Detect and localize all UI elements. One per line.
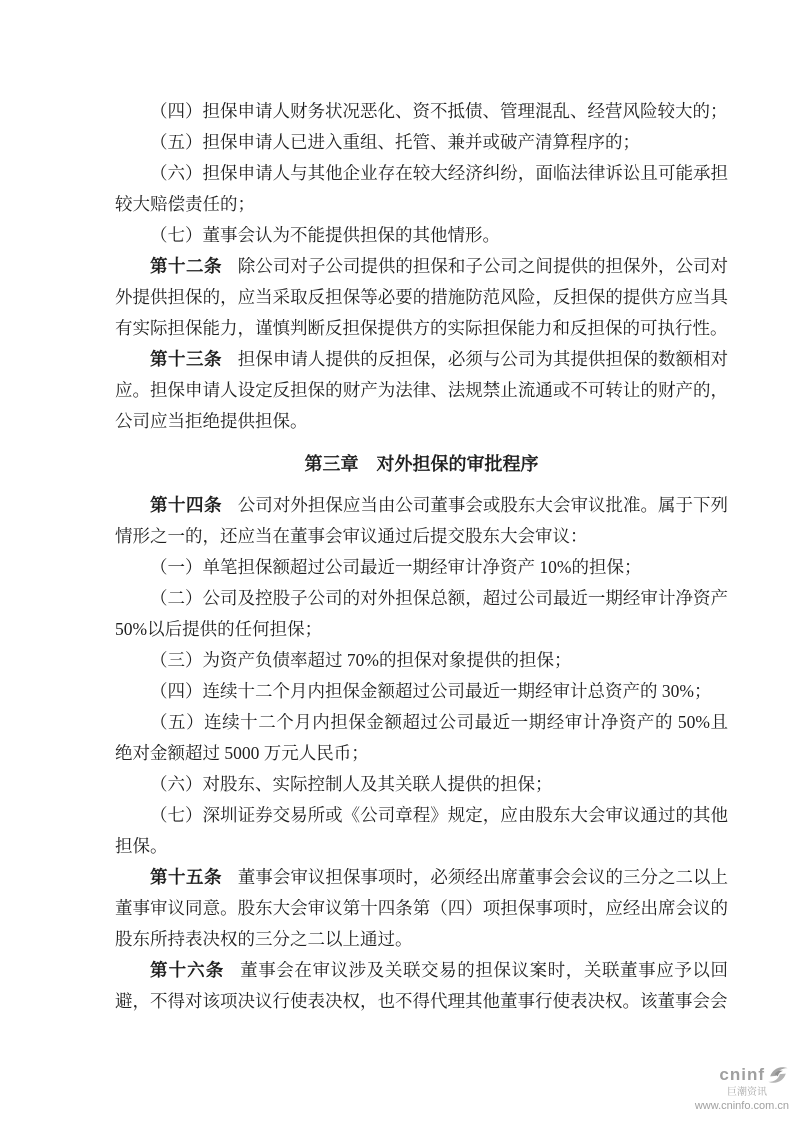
article-number: 第十五条	[150, 867, 223, 887]
document-body	[115, 96, 728, 1017]
chapter-heading: 第三章 对外担保的审批程序	[304, 454, 539, 474]
list-item: （一）单笔担保额超过公司最近一期经审计净资产 10%的担保；	[150, 557, 642, 577]
list-item: （六）对股东、实际控制人及其关联人提供的担保；	[150, 774, 553, 794]
list-item: （七）深圳证券交易所或《公司章程》规定，应由股东大会审议通过的其他担保。	[115, 805, 728, 856]
article-text: 公司对外担保应当由公司董事会或股东大会审议批准。属于下列情形之一的，还应当在董事会审议通过后提交股东大会审议：	[115, 495, 729, 546]
article-number: 第十二条	[150, 256, 223, 276]
list-item: （二）公司及控股子公司的对外担保总额，超过公司最近一期经审计净资产 50%以后提供的任何担保；	[115, 588, 728, 639]
cninfo-swirl-icon	[767, 1064, 789, 1086]
article-paragraph	[115, 955, 728, 1017]
list-item: （五）连续十二个月内担保金额超过公司最近一期经审计净资产的 50%且绝对金额超过 5000 万元人民币；	[115, 712, 728, 763]
article-number: 第十四条	[150, 495, 223, 515]
article-number: 第十六条	[150, 960, 225, 980]
article-paragraph	[115, 862, 728, 955]
cninfo-logo	[659, 1064, 789, 1086]
list-item: （四）担保申请人财务状况恶化、资不抵债、管理混乱、经营风险较大的；	[150, 101, 728, 121]
list-item: （五）担保申请人已进入重组、托管、兼并或破产清算程序的；	[150, 132, 640, 152]
article-paragraph	[115, 251, 728, 344]
article-text: 担保申请人提供的反担保，必须与公司为其提供担保的数额相对应。担保申请人设定反担保的财产为法律、法规禁止流通或不可转让的财产的，公司应当拒绝提供担保。	[115, 349, 729, 431]
cninfo-logo-text: cninf	[719, 1064, 765, 1084]
cninfo-watermark	[659, 1064, 789, 1112]
article-text: 董事会在审议涉及关联交易的担保议案时，关联董事应予以回避，不得对该项决议行使表决权，也不得代理其他董事行使表决权。该董事会会	[115, 960, 729, 1011]
article-text: 董事会审议担保事项时，必须经出席董事会会议的三分之二以上董事审议同意。股东大会审议第十四条第（四）项担保事项时，应经出席会议的股东所持表决权的三分之二以上通过。	[115, 867, 729, 949]
list-item: （四）连续十二个月内担保金额超过公司最近一期经审计总资产的 30%；	[150, 681, 712, 701]
list-item: （六）担保申请人与其他企业存在较大经济纠纷，面临法律诉讼且可能承担较大赔偿责任的；	[115, 163, 728, 214]
article-number: 第十三条	[150, 349, 223, 369]
cninfo-url: www.cninfo.com.cn	[694, 1099, 789, 1112]
list-item: （三）为资产负债率超过 70%的担保对象提供的担保；	[150, 650, 572, 670]
article-text: 除公司对子公司提供的担保和子公司之间提供的担保外，公司对外提供担保的，应当采取反担保等必要的措施防范风险，反担保的提供方应当具有实际担保能力，谨慎判断反担保提供方的实际担保能力和反担保的可执行性。	[115, 256, 729, 338]
article-paragraph	[115, 490, 728, 552]
article-paragraph	[115, 344, 728, 437]
list-item: （七）董事会认为不能提供担保的其他情形。	[150, 225, 500, 245]
cninfo-subtitle: 巨潮资讯	[727, 1086, 767, 1098]
